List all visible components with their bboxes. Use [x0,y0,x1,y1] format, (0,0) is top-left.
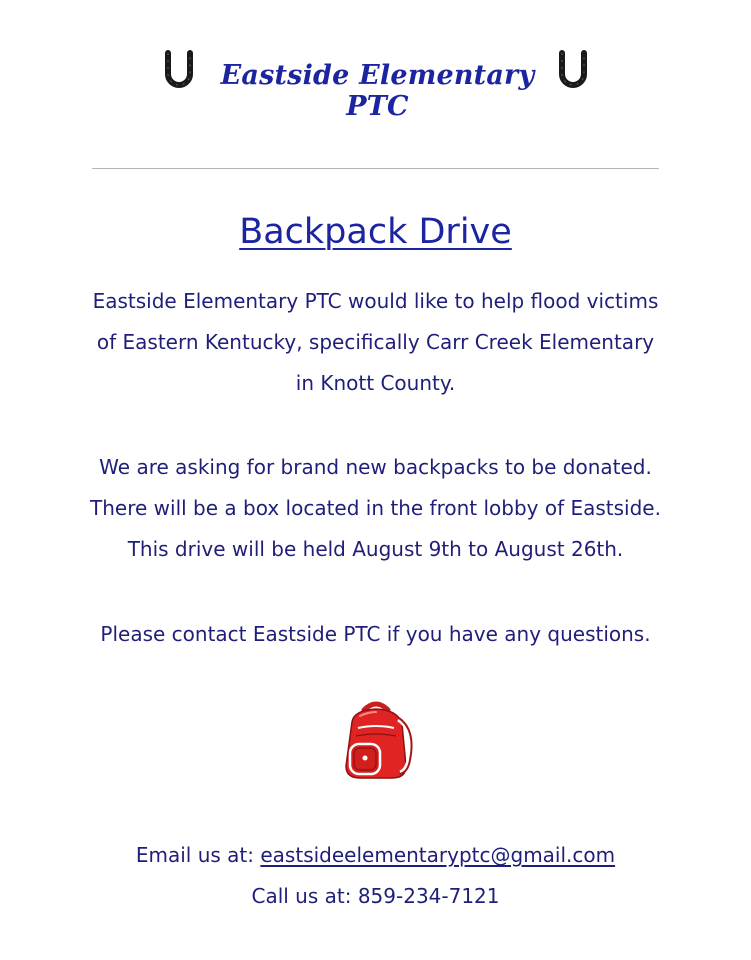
org-title: Eastside Elementary PTC [220,60,535,122]
paragraph-line: There will be a box located in the front lobby of Eastside. [90,496,661,520]
paragraph-line: This drive will be held August 9th to August 26th. [127,537,624,561]
request-paragraph [60,447,691,570]
email-link[interactable]: eastsideelementaryptc@gmail.com [260,843,616,867]
horseshoe-icon [162,50,196,92]
paragraph-line: We are asking for brand new backpacks to be donated. [99,455,652,479]
page-heading [0,212,751,252]
heading-text: Backpack Drive [239,212,512,252]
contact-paragraph [60,614,691,655]
paragraph-line: Please contact Eastside PTC if you have any questions. [100,622,651,646]
email-line [0,843,751,867]
paragraph-line: Eastside Elementary PTC would like to help flood victims [92,289,659,313]
header [0,42,751,122]
divider [92,168,659,169]
backpack-icon [336,700,416,782]
phone-number[interactable]: 859-234-7121 [357,884,500,908]
phone-label: Call us at: [251,884,352,908]
paragraph-line: in Knott County. [295,371,456,395]
paragraph-line: of Eastern Kentucky, specifically Carr Creek Elementary [96,330,655,354]
intro-paragraph [60,281,691,404]
horseshoe-icon [556,50,590,92]
phone-line [0,884,751,908]
email-label: Email us at: [135,843,255,867]
